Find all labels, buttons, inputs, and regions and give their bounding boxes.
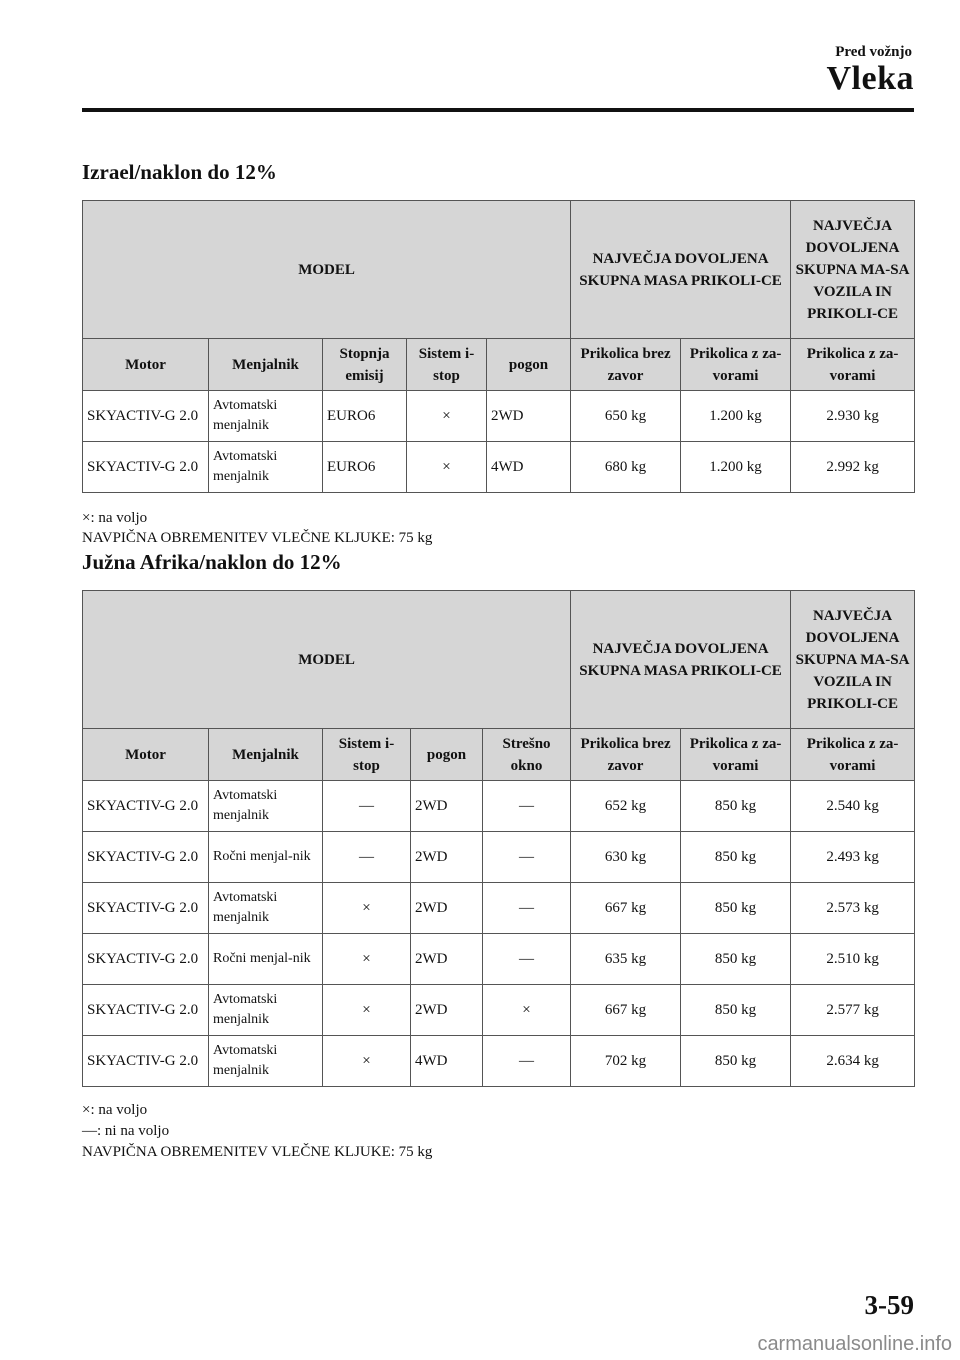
table-cell: SKYACTIV-G 2.0 (83, 1036, 209, 1087)
table-cell: 1.200 kg (681, 442, 791, 493)
table-cell: Avtomatski menjalnik (209, 781, 323, 832)
header-braked: Prikolica z za-vorami (681, 339, 791, 391)
table-cell: Avtomatski menjalnik (209, 985, 323, 1036)
table-cell: SKYACTIV-G 2.0 (83, 391, 209, 442)
table-cell: 2WD (487, 391, 571, 442)
table-cell: SKYACTIV-G 2.0 (83, 832, 209, 883)
table-row (83, 985, 915, 1036)
table-cell: 850 kg (681, 883, 791, 934)
table-cell: — (483, 883, 571, 934)
note-towbar-load: NAVPIČNA OBREMENITEV VLEČNE KLJUKE: 75 kg (82, 1144, 433, 1160)
header-max-combined-mass: NAJVEČJA DOVOLJENA SKUPNA MA-SA VOZILA IN PRIKOLI-CE (791, 591, 915, 729)
table-cell: 680 kg (571, 442, 681, 493)
table-cell: 2.573 kg (791, 883, 915, 934)
header-unbraked: Prikolica brez zavor (571, 339, 681, 391)
table-cell: Avtomatski menjalnik (209, 442, 323, 493)
header-model: MODEL (83, 201, 571, 339)
table-row (83, 883, 915, 934)
header-max-trailer-mass: NAJVEČJA DOVOLJENA SKUPNA MASA PRIKOLI-CE (571, 201, 791, 339)
table-cell: EURO6 (323, 442, 407, 493)
table-cell: 2.493 kg (791, 832, 915, 883)
header-model: MODEL (83, 591, 571, 729)
table-cell: 2WD (411, 832, 483, 883)
header-drive: pogon (411, 729, 483, 781)
note-towbar-load: NAVPIČNA OBREMENITEV VLEČNE KLJUKE: 75 kg (82, 530, 433, 546)
header-emission-level: Stopnja emisij (323, 339, 407, 391)
table-cell: 2WD (411, 883, 483, 934)
table-cell: 630 kg (571, 832, 681, 883)
table-cell: — (483, 781, 571, 832)
table-cell: SKYACTIV-G 2.0 (83, 883, 209, 934)
table-cell: SKYACTIV-G 2.0 (83, 985, 209, 1036)
page-number: 3-59 (864, 1290, 914, 1320)
table-cell: — (483, 1036, 571, 1087)
note-not-available: —: ni na voljo (82, 1123, 170, 1139)
table-cell: 667 kg (571, 883, 681, 934)
table-cell: 1.200 kg (681, 391, 791, 442)
header-braked: Prikolica z za-vorami (681, 729, 791, 781)
header-istop: Sistem i-stop (323, 729, 411, 781)
note-available: ×: na voljo (82, 510, 148, 526)
header-drive: pogon (487, 339, 571, 391)
section-title-israel: Izrael/naklon do 12% (82, 160, 277, 184)
table-cell: EURO6 (323, 391, 407, 442)
table-cell: 2.992 kg (791, 442, 915, 493)
table-cell: 850 kg (681, 985, 791, 1036)
table-cell: 850 kg (681, 781, 791, 832)
table-cell: × (407, 442, 487, 493)
spec-table-israel (82, 200, 915, 493)
table-cell: Avtomatski menjalnik (209, 391, 323, 442)
table-cell: 650 kg (571, 391, 681, 442)
header-braked-combined: Prikolica z za-vorami (791, 729, 915, 781)
header-transmission: Menjalnik (209, 729, 323, 781)
table-cell: × (323, 883, 411, 934)
table-cell: Avtomatski menjalnik (209, 883, 323, 934)
table-cell: 2.540 kg (791, 781, 915, 832)
header-transmission: Menjalnik (209, 339, 323, 391)
table-cell: 2.634 kg (791, 1036, 915, 1087)
header-rule (82, 108, 914, 112)
table-row (83, 1036, 915, 1087)
section-title-south-africa: Južna Afrika/naklon do 12% (82, 550, 342, 574)
watermark: carmanualsonline.info (757, 1333, 952, 1355)
table-row (83, 832, 915, 883)
header-max-combined-mass: NAJVEČJA DOVOLJENA SKUPNA MA-SA VOZILA IN PRIKOLI-CE (791, 201, 915, 339)
table-cell: — (483, 934, 571, 985)
table-cell: × (323, 985, 411, 1036)
note-available: ×: na voljo (82, 1102, 148, 1118)
header-title: Vleka (826, 60, 914, 97)
header-istop: Sistem i-stop (407, 339, 487, 391)
table-cell: 652 kg (571, 781, 681, 832)
table-cell: Ročni menjal-nik (209, 832, 323, 883)
header-chapter: Pred vožnjo (835, 44, 912, 60)
table-cell: 667 kg (571, 985, 681, 1036)
spec-table-south-africa (82, 590, 915, 1087)
table-cell: 4WD (411, 1036, 483, 1087)
table-cell: — (323, 832, 411, 883)
table-cell: SKYACTIV-G 2.0 (83, 934, 209, 985)
table-cell: 2.930 kg (791, 391, 915, 442)
table-cell: 2WD (411, 985, 483, 1036)
table-row (83, 934, 915, 985)
table-cell: 702 kg (571, 1036, 681, 1087)
table-row (83, 391, 915, 442)
table-cell: SKYACTIV-G 2.0 (83, 781, 209, 832)
table-row (83, 442, 915, 493)
table-cell: 2WD (411, 934, 483, 985)
table-cell: — (483, 832, 571, 883)
table-cell: 4WD (487, 442, 571, 493)
table-cell: SKYACTIV-G 2.0 (83, 442, 209, 493)
header-unbraked: Prikolica brez zavor (571, 729, 681, 781)
table-row (83, 781, 915, 832)
header-braked-combined: Prikolica z za-vorami (791, 339, 915, 391)
header-engine: Motor (83, 729, 209, 781)
table-cell: Avtomatski menjalnik (209, 1036, 323, 1087)
table-cell: — (323, 781, 411, 832)
table-cell: × (407, 391, 487, 442)
table-cell: 2.510 kg (791, 934, 915, 985)
table-cell: × (483, 985, 571, 1036)
table-cell: × (323, 934, 411, 985)
table-cell: 2WD (411, 781, 483, 832)
header-sunroof: Strešno okno (483, 729, 571, 781)
header-max-trailer-mass: NAJVEČJA DOVOLJENA SKUPNA MASA PRIKOLI-CE (571, 591, 791, 729)
table-cell: 635 kg (571, 934, 681, 985)
table-cell: 850 kg (681, 1036, 791, 1087)
table-cell: × (323, 1036, 411, 1087)
table-cell: 850 kg (681, 934, 791, 985)
table-cell: Ročni menjal-nik (209, 934, 323, 985)
header-engine: Motor (83, 339, 209, 391)
table-cell: 850 kg (681, 832, 791, 883)
table-cell: 2.577 kg (791, 985, 915, 1036)
